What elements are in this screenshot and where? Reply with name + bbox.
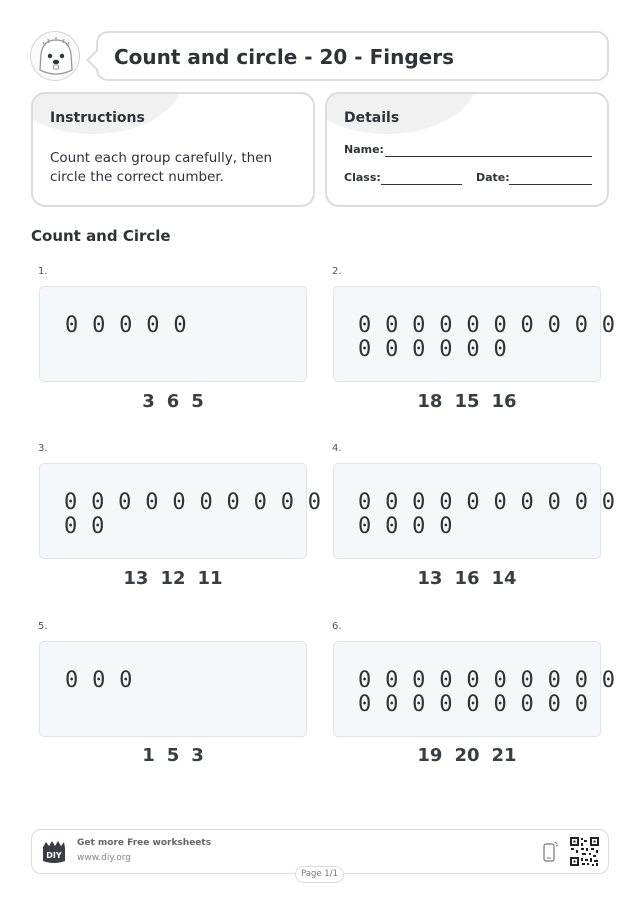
answer-option[interactable]: 3 (191, 745, 204, 766)
question-number: 5. (38, 621, 48, 632)
details-card (325, 92, 609, 207)
answer-option[interactable]: 5 (166, 745, 180, 766)
class-field[interactable] (381, 184, 462, 185)
answer-option[interactable]: 19 (417, 745, 443, 766)
answer-option[interactable]: 12 (160, 568, 186, 589)
page-title: Count and circle - 20 - Fingers (114, 45, 454, 69)
answer-options (333, 745, 601, 766)
question-number: 6. (332, 621, 342, 632)
question-number: 1. (38, 266, 48, 277)
question-box (333, 641, 616, 737)
details-title: Details (344, 110, 400, 126)
class-label: Class: (344, 171, 381, 184)
answer-options (39, 391, 307, 412)
answer-option[interactable]: 13 (123, 568, 149, 589)
question-box (39, 286, 307, 382)
answer-options (333, 391, 601, 412)
question-box (333, 286, 616, 382)
question-number: 4. (332, 443, 342, 454)
answer-option[interactable]: 5 (191, 391, 204, 412)
instructions-title: Instructions (50, 110, 145, 126)
date-field[interactable] (509, 184, 592, 185)
date-label: Date: (476, 171, 510, 184)
question-number: 3. (38, 443, 48, 454)
question-box (333, 463, 616, 559)
finger-row: 0 0 0 0 0 0 (358, 337, 507, 362)
section-title: Count and Circle (31, 227, 171, 245)
answer-option[interactable]: 6 (166, 391, 180, 412)
answer-option[interactable]: 18 (417, 391, 443, 412)
footer-link[interactable]: www.diy.org (77, 853, 131, 863)
answer-option[interactable]: 15 (454, 391, 480, 412)
name-field[interactable] (385, 156, 592, 157)
logo-text: DIY (46, 851, 62, 860)
qr-code-icon[interactable] (569, 836, 600, 867)
answer-option[interactable]: 11 (197, 568, 223, 589)
answer-option[interactable]: 16 (491, 391, 517, 412)
page-indicator: Page 1/1 (295, 866, 344, 883)
question-box (39, 641, 307, 737)
finger-row: 0 0 0 0 0 0 0 0 0 0 (64, 490, 322, 515)
answer-options (39, 745, 307, 766)
finger-row: 0 0 0 (65, 668, 133, 693)
instructions-text: Count each group carefully, then circle the correct number. (50, 150, 273, 185)
question-box (39, 463, 322, 559)
answer-options (39, 568, 307, 589)
phone-icon (543, 841, 558, 863)
answer-option[interactable]: 13 (417, 568, 443, 589)
finger-row: 0 0 0 0 (358, 514, 453, 539)
answer-option[interactable]: 21 (491, 745, 517, 766)
beaver-mascot-icon (30, 31, 80, 81)
answer-option[interactable]: 16 (454, 568, 480, 589)
finger-row: 0 0 0 0 0 0 0 0 0 0 (358, 668, 616, 693)
question-number: 2. (332, 266, 342, 277)
finger-row: 0 0 (64, 514, 105, 539)
finger-row: 0 0 0 0 0 0 0 0 0 0 (358, 490, 616, 515)
finger-row: 0 0 0 0 0 0 0 0 0 (358, 692, 589, 717)
answer-option[interactable]: 3 (142, 391, 155, 412)
instructions-card (31, 92, 315, 207)
name-label: Name: (344, 143, 384, 156)
title-box (96, 31, 609, 81)
answer-option[interactable]: 14 (491, 568, 517, 589)
diy-logo-icon[interactable] (41, 839, 67, 865)
finger-row: 0 0 0 0 0 (65, 313, 187, 338)
finger-row: 0 0 0 0 0 0 0 0 0 0 (358, 313, 616, 338)
answer-option[interactable]: 1 (142, 745, 155, 766)
answer-options (333, 568, 601, 589)
footer-promo-text: Get more Free worksheets (77, 838, 212, 848)
answer-option[interactable]: 20 (454, 745, 480, 766)
